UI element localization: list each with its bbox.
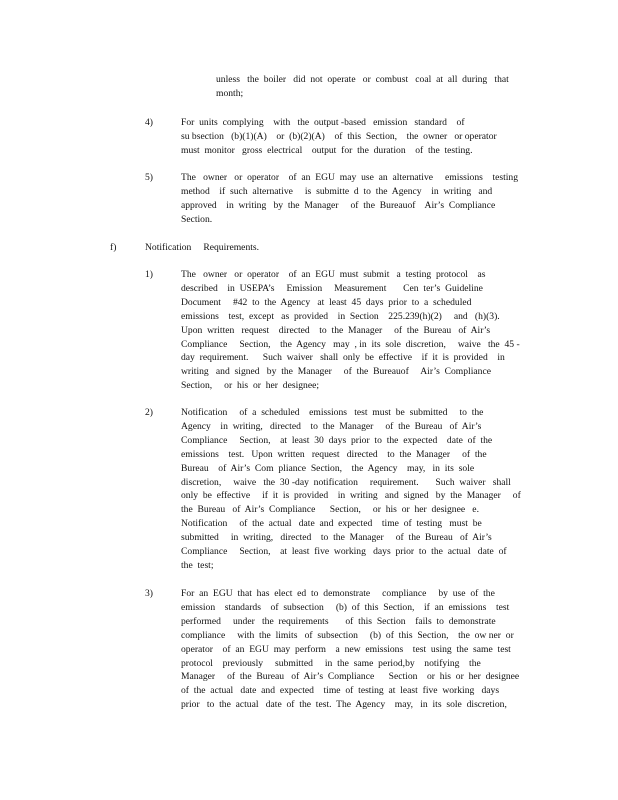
text-line: Section, or his or her designee; (181, 380, 320, 392)
text-line: Bureau of Air’s Com pliance Section, the Agency may, in its sole (181, 462, 475, 474)
text-line: su bsection (b)(1)(A) or (b)(2)(A) of this Section, the owner or operator (181, 130, 497, 142)
text-line: only be effective if it is provided in writing and signed by the Manager of (181, 490, 521, 502)
text-line: compliance with the limits of subsection (b) of this Section, the ow ner or (181, 629, 514, 641)
item-5-number: 5) (145, 172, 153, 183)
text-line: Document #42 to the Agency at least 45 days prior to a scheduled (181, 296, 472, 308)
f2-number: 2) (145, 407, 153, 418)
f3-text (181, 587, 533, 712)
text-line: described in USEPA’s Emission Measurement Cen ter’s Guideline (181, 282, 483, 294)
item-5-text (181, 171, 539, 227)
text-line: Section. (181, 213, 213, 225)
text-line: The owner or operator of an EGU may use an alternative emissions testing (181, 172, 519, 183)
text-line: the Bureau of Air’s Compliance Section, or his or her designee e. (181, 504, 479, 516)
f3-number: 3) (145, 588, 153, 599)
text-line: prior to the actual date of the test. The Agency may, in its sole discretion, (181, 699, 507, 711)
f1-number: 1) (145, 269, 153, 280)
text-line: emissions test. Upon written request directed to the Manager of the (181, 448, 487, 460)
section-f-letter: f) (110, 242, 117, 253)
text-line: the test; (181, 559, 214, 571)
text-line: writing and signed by the Manager of the Bureauof Air’s Compliance (181, 366, 491, 378)
text-line: approved in writing by the Manager of the Bureauof Air’s Compliance (181, 199, 496, 211)
item-4-number: 4) (145, 117, 153, 128)
text-line: protocol previously submitted in the same period,by notifying the (181, 657, 481, 669)
text-line: method if such alternative is submitte d to the Agency in writing and (181, 185, 493, 197)
text-line: of the actual date and expected time of testing at least five working days (181, 685, 500, 697)
text-line: Agency in writing, directed to the Manager of the Bureau of Air’s (181, 420, 482, 432)
text-line: Compliance Section, at least five working days prior to the actual date of (181, 546, 507, 558)
text-line: must monitor gross electrical output for the duration of the testing. (181, 144, 473, 156)
text-line: The owner or operator of an EGU must submit a testing protocol as (181, 269, 486, 280)
text-line: performed under the requirements of this Section fails to demonstrate (181, 615, 496, 627)
text-line: day requirement. Such waiver shall only be effective if it is provided in (181, 352, 505, 364)
text-line: month; (216, 87, 244, 99)
text-line: emission standards of subsection (b) of this Section, if an emissions test (181, 601, 510, 613)
text-line: Notification of the actual date and expected time of testing must be (181, 518, 482, 530)
continuation-paragraph (216, 73, 534, 101)
text-line: For an EGU that has elect ed to demonstrate compliance by use of the (181, 588, 495, 599)
text-line: Compliance Section, the Agency may , in its sole discretion, waive the 45 - (181, 338, 520, 350)
section-f-heading: Notification Requirements. (145, 242, 260, 253)
item-4-text (181, 116, 519, 158)
text-line: emissions test, except as provided in Section 225.239(h)(2) and (h)(3). (181, 310, 500, 322)
text-line: Upon written request directed to the Manager of the Bureau of Air’s (181, 324, 491, 336)
text-line: Compliance Section, at least 30 days prior to the expected date of the (181, 434, 493, 446)
text-line: operator of an EGU may perform a new emissions test using the same test (181, 643, 511, 655)
f1-text (181, 268, 527, 393)
text-line: submitted in writing, directed to the Manager of the Bureau of Air’s (181, 532, 492, 544)
text-line: discretion, waive the 30 -day notification requirement. Such waiver shall (181, 476, 511, 488)
f2-text (181, 406, 535, 573)
text-line: For units complying with the output -based emission standard of (181, 117, 465, 128)
text-line: unless the boiler did not operate or combust coal at all during that (216, 74, 509, 85)
text-line: Notification of a scheduled emissions test must be submitted to the (181, 407, 484, 418)
text-line: Manager of the Bureau of Air’s Compliance Section or his or her designee (181, 671, 520, 683)
